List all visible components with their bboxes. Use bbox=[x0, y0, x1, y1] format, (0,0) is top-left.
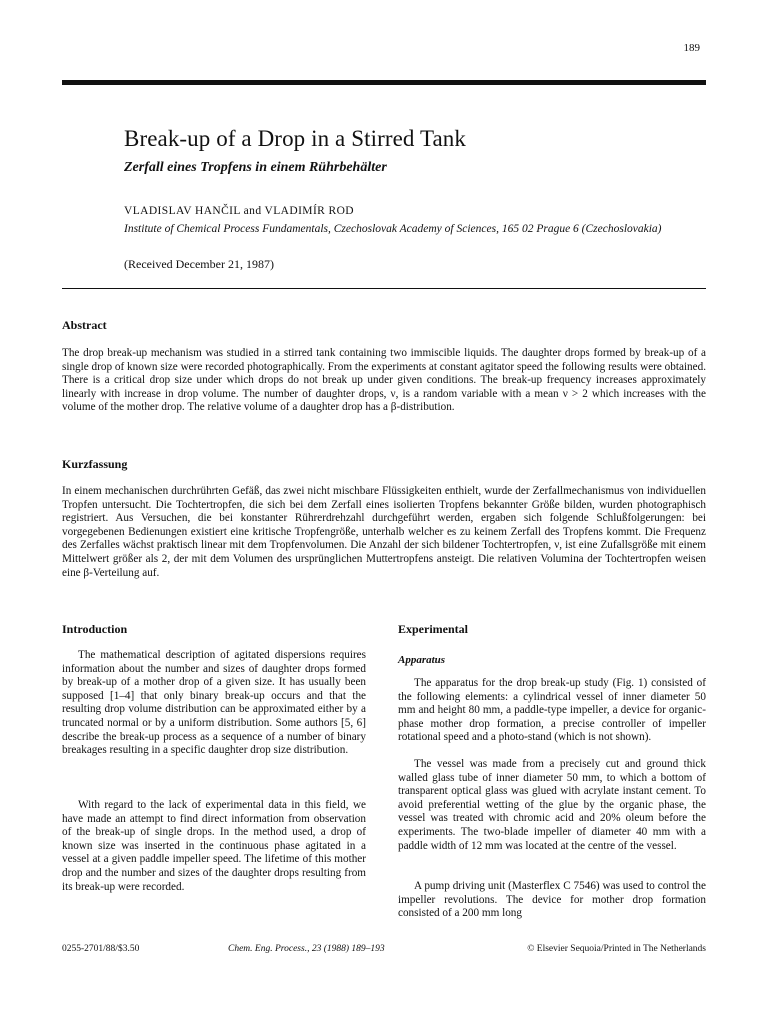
apparatus-subheading: Apparatus bbox=[398, 654, 446, 666]
kurzfassung-heading: Kurzfassung bbox=[62, 457, 128, 471]
paper-subtitle: Zerfall eines Tropfens in einem Rührbehälter bbox=[124, 160, 387, 175]
affiliation: Institute of Chemical Process Fundamentals, Czechoslovak Academy of Sciences, 165 02 Prague 6 (Czechoslovakia) bbox=[124, 223, 662, 235]
abstract-text: The drop break-up mechanism was studied in a stirred tank containing two immiscible liquids. The daughter drops formed by break-up of a single drop of known size were recorded photographically. From the experiments at constant agitator speed the following results were obtained. There is a critical drop size under which drops do not break up under given conditions. The break-up frequency increases approximately linearly with increase in drop volume. The number of daughter drops, ν, is a random variable with a mean ν > 2 which increases with the volume of the mother drop. The relative volume of a daughter drop has a β-distribution. bbox=[62, 347, 706, 414]
abstract-heading: Abstract bbox=[62, 318, 107, 332]
introduction-heading: Introduction bbox=[62, 622, 128, 636]
footer-copyright: © Elsevier Sequoia/Printed in The Netherlands bbox=[527, 944, 706, 954]
header-divider bbox=[62, 288, 706, 289]
introduction-paragraph-1: The mathematical description of agitated dispersions requires information about the number and sizes of daughter drops formed by break-up of a mother drop of a given size. It has usually been supposed [1–4] that only binary break-up occurs and that the resulting drop volume distribution can be approximated either by a truncated normal or by a uniform distribution. Some authors [5, 6] describe the break-up process as a sequence of a number of binary breakages resulting in a specific daughter drop size distribution. bbox=[62, 649, 366, 757]
page-number: 189 bbox=[683, 42, 700, 54]
footer-code: 0255-2701/88/$3.50 bbox=[62, 944, 140, 954]
paper-title: Break-up of a Drop in a Stirred Tank bbox=[124, 126, 466, 151]
introduction-paragraph-2: With regard to the lack of experimental data in this field, we have made an attempt to find direct information from observation of the break-up of single drops. In the method used, a drop of known size was inserted in the continuous phase agitated in a vessel at a given paddle impeller speed. The lifetime of this mother drop and the number and sizes of the daughter drops resulting from its break-up were recorded. bbox=[62, 799, 366, 893]
experimental-paragraph-1: The apparatus for the drop break-up study (Fig. 1) consisted of the following elements: a cylindrical vessel of inner diameter 50 mm and height 80 mm, a paddle-type impeller, a device for organic-phase mother drop formation, a precise controller of impeller rotational speed and a photo-stand (which is not shown). bbox=[398, 677, 706, 744]
experimental-paragraph-3: A pump driving unit (Masterflex C 7546) was used to control the impeller revolutions. The device for mother drop formation consisted of a 200 mm long bbox=[398, 880, 706, 920]
top-rule bbox=[62, 80, 706, 85]
authors: VLADISLAV HANČIL and VLADIMÍR ROD bbox=[124, 205, 354, 217]
kurzfassung-text: In einem mechanischen durchrührten Gefäß, das zwei nicht mischbare Flüssigkeiten enthielt, wurde der Zerfallmechanismus von individuellen Tropfen untersucht. Die Tochtertropfen, die sich bei dem Zerfall eines isolierten Tropfens bekannter Größe bilden, wurden photographisch registriert. Aus Versuchen, die bei konstanter Rührerdrehzahl durchgeführt werden, ergaben sich folgende Schlußfolgerungen: bei vorgegebenen Bedienungen existiert eine kritische Tropfengröße, unterhalb welcher es zu keinem Zerfall des Tropfens kommt. Die Frequenz des Zerfalles wächst praktisch linear mit dem Tropfenvolumen. Die Anzahl der sich bildener Tochtertropfen, ν, ist eine Zufallsgröße mit einem Mittelwert größer als 2, der mit dem Volumen des ursprünglichen Muttertropfens ansteigt. Die relativen Volumina der Tochtertropfen weisen eine β-Verteilung auf. bbox=[62, 485, 706, 579]
experimental-heading: Experimental bbox=[398, 622, 468, 636]
experimental-paragraph-2: The vessel was made from a precisely cut and ground thick walled glass tube of inner diameter 50 mm, to which a bottom of transparent optical glass was glued with acrylate instant cement. To avoid preferential wetting of the glue by the organic phase, the vessel was treated with chromic acid and 20% oleum before the experiments. The two-blade impeller of diameter 40 mm with a paddle width of 12 mm was located at the centre of the vessel. bbox=[398, 758, 706, 852]
received-date: (Received December 21, 1987) bbox=[124, 257, 274, 271]
footer-journal: Chem. Eng. Process., 23 (1988) 189–193 bbox=[228, 944, 385, 954]
